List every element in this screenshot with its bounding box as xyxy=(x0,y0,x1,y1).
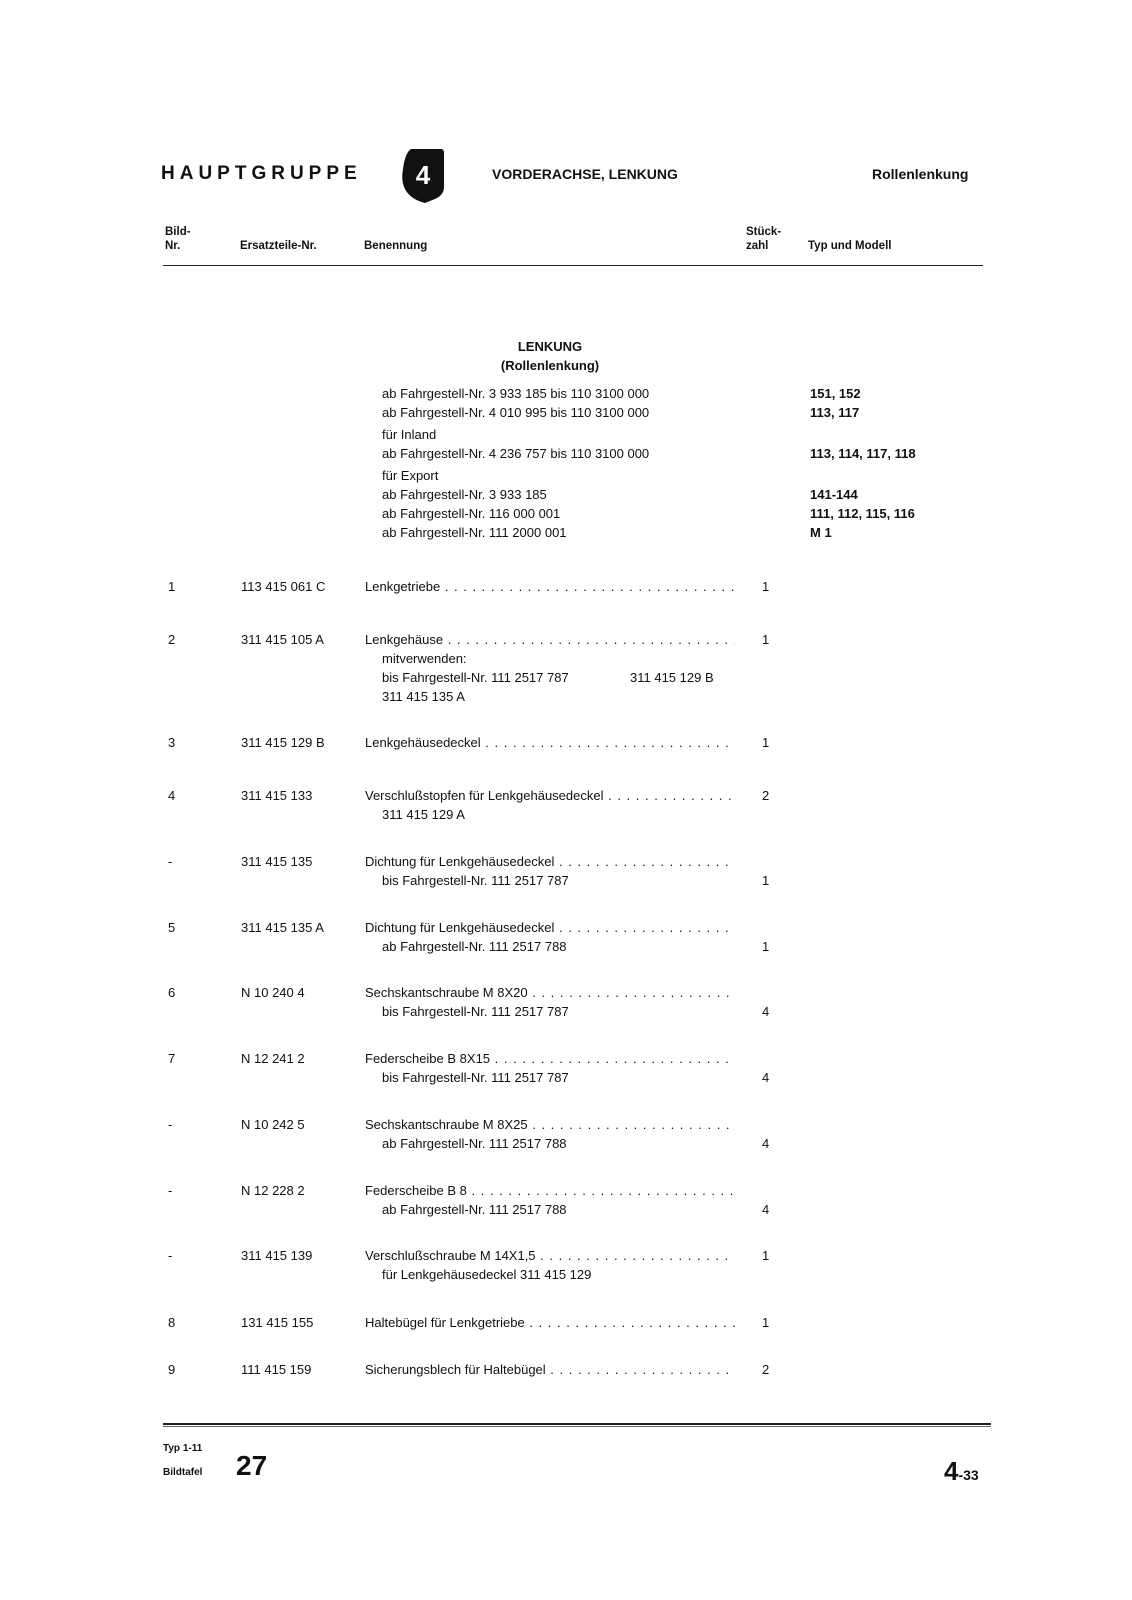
section-subtitle: Rollenlenkung xyxy=(872,166,969,182)
part-name: Lenkgetriebe . . . xyxy=(365,577,735,596)
part-bild: - xyxy=(168,854,173,869)
page-number-sub: -33 xyxy=(958,1467,979,1483)
col-qty-header: Stück- zahl xyxy=(746,226,782,252)
part-number: 311 415 105 A xyxy=(241,632,324,647)
part-qty: 1 xyxy=(762,873,770,888)
part-note: ab Fahrgestell-Nr. 111 2517 788 xyxy=(382,939,567,954)
intro-type: 111, 112, 115, 116 xyxy=(810,506,915,521)
part-name: Sechskantschraube M 8X25 . . . xyxy=(365,1115,735,1134)
part-bild: 4 xyxy=(168,788,176,803)
footer-typ: Typ 1-11 xyxy=(163,1443,203,1454)
part-name: Lenkgehäuse . . . xyxy=(365,630,735,649)
part-name: Haltebügel für Lenkgetriebe . . . xyxy=(365,1313,735,1332)
part-number: 113 415 061 C xyxy=(241,579,326,594)
intro-line: ab Fahrgestell-Nr. 3 933 185 xyxy=(382,487,547,502)
part-qty: 4 xyxy=(762,1070,770,1085)
part-note: bis Fahrgestell-Nr. 111 2517 787 xyxy=(382,670,569,685)
intro-line: ab Fahrgestell-Nr. 3 933 185 bis 110 3100 000 xyxy=(382,386,650,401)
group-badge-icon xyxy=(401,147,445,203)
part-bild: 5 xyxy=(168,920,176,935)
intro-line: für Inland xyxy=(382,427,437,442)
part-number: 311 415 135 xyxy=(241,854,313,869)
part-note: 311 415 135 A xyxy=(382,689,465,704)
part-note: bis Fahrgestell-Nr. 111 2517 787 xyxy=(382,1004,569,1019)
part-bild: 7 xyxy=(168,1051,176,1066)
part-note: 311 415 129 A xyxy=(382,807,465,822)
part-qty: 1 xyxy=(762,939,770,954)
part-number: 311 415 135 A xyxy=(241,920,324,935)
col-name-header: Benennung xyxy=(364,240,428,252)
part-number: 311 415 133 xyxy=(241,788,313,803)
part-note: bis Fahrgestell-Nr. 111 2517 787 xyxy=(382,873,569,888)
col-type-header: Typ und Modell xyxy=(808,240,892,252)
part-qty: 4 xyxy=(762,1136,770,1151)
part-bild: - xyxy=(168,1183,173,1198)
part-name: Sechskantschraube M 8X20 . . . xyxy=(365,983,735,1002)
part-qty: 1 xyxy=(762,632,770,647)
part-qty: 1 xyxy=(762,735,770,750)
part-name: Federscheibe B 8X15 . . . xyxy=(365,1049,735,1068)
intro-line: ab Fahrgestell-Nr. 4 236 757 bis 110 3100 000 xyxy=(382,446,650,461)
header-rule xyxy=(163,265,983,266)
part-bild: 8 xyxy=(168,1315,176,1330)
part-qty: 4 xyxy=(762,1004,770,1019)
footer-rule xyxy=(163,1423,991,1425)
intro-line: ab Fahrgestell-Nr. 111 2000 001 xyxy=(382,525,567,540)
part-bild: 1 xyxy=(168,579,176,594)
group-label: HAUPTGRUPPE xyxy=(161,163,362,184)
part-qty: 1 xyxy=(762,1315,770,1330)
part-qty: 4 xyxy=(762,1202,770,1217)
part-qty: 2 xyxy=(762,1362,770,1377)
part-qty: 2 xyxy=(762,788,770,803)
group-number: 4 xyxy=(415,160,431,190)
intro-heading: LENKUNG xyxy=(517,339,583,354)
col-bild-header: Bild- Nr. xyxy=(165,226,191,252)
part-bild: 9 xyxy=(168,1362,176,1377)
part-bild: 3 xyxy=(168,735,176,750)
part-bild: - xyxy=(168,1248,173,1263)
footer-bildtafel-label: Bildtafel xyxy=(163,1467,203,1478)
part-qty: 1 xyxy=(762,579,770,594)
part-note: bis Fahrgestell-Nr. 111 2517 787 xyxy=(382,1070,569,1085)
intro-line: ab Fahrgestell-Nr. 116 000 001 xyxy=(382,506,561,521)
footer-rule-thin xyxy=(163,1426,991,1427)
part-name: Verschlußschraube M 14X1,5 . . . xyxy=(365,1246,735,1265)
part-number: N 12 228 2 xyxy=(241,1183,305,1198)
part-number: 311 415 129 B xyxy=(241,735,325,750)
part-name: Sicherungsblech für Haltebügel . . . xyxy=(365,1360,735,1379)
intro-subheading: (Rollenlenkung) xyxy=(500,358,600,373)
part-note: mitverwenden: xyxy=(382,651,467,666)
section-title: VORDERACHSE, LENKUNG xyxy=(492,166,678,182)
part-note-ref: 311 415 129 B xyxy=(630,670,714,685)
part-note: ab Fahrgestell-Nr. 111 2517 788 xyxy=(382,1136,567,1151)
part-qty: 1 xyxy=(762,1248,770,1263)
part-number: N 12 241 2 xyxy=(241,1051,305,1066)
footer-bildtafel-number: 27 xyxy=(236,1450,268,1481)
part-number: 311 415 139 xyxy=(241,1248,313,1263)
part-number: N 10 240 4 xyxy=(241,985,305,1000)
intro-line: für Export xyxy=(382,468,439,483)
part-number: 111 415 159 xyxy=(241,1362,312,1377)
part-name: Verschlußstopfen für Lenkgehäusedeckel . . . xyxy=(365,786,735,805)
part-bild: 2 xyxy=(168,632,176,647)
part-bild: 6 xyxy=(168,985,176,1000)
intro-type: 113, 114, 117, 118 xyxy=(810,446,916,461)
intro-type: 151, 152 xyxy=(810,386,861,401)
intro-type: 113, 117 xyxy=(810,405,860,420)
part-name: Federscheibe B 8 . . . xyxy=(365,1181,735,1200)
part-note: für Lenkgehäusedeckel 311 415 129 xyxy=(382,1267,592,1282)
intro-type: M 1 xyxy=(810,525,832,540)
part-number: N 10 242 5 xyxy=(241,1117,305,1132)
col-part-no-header: Ersatzteile-Nr. xyxy=(240,240,317,252)
page-number-main: 4 xyxy=(944,1456,959,1486)
intro-type: 141-144 xyxy=(810,487,858,502)
part-name: Lenkgehäusedeckel . . . xyxy=(365,733,735,752)
part-name: Dichtung für Lenkgehäusedeckel . . . xyxy=(365,852,735,871)
part-note: ab Fahrgestell-Nr. 111 2517 788 xyxy=(382,1202,567,1217)
part-number: 131 415 155 xyxy=(241,1315,314,1330)
intro-line: ab Fahrgestell-Nr. 4 010 995 bis 110 3100 000 xyxy=(382,405,650,420)
part-name: Dichtung für Lenkgehäusedeckel . . . xyxy=(365,918,735,937)
part-bild: - xyxy=(168,1117,173,1132)
page-number xyxy=(944,1456,979,1487)
group-number-badge xyxy=(401,147,445,203)
